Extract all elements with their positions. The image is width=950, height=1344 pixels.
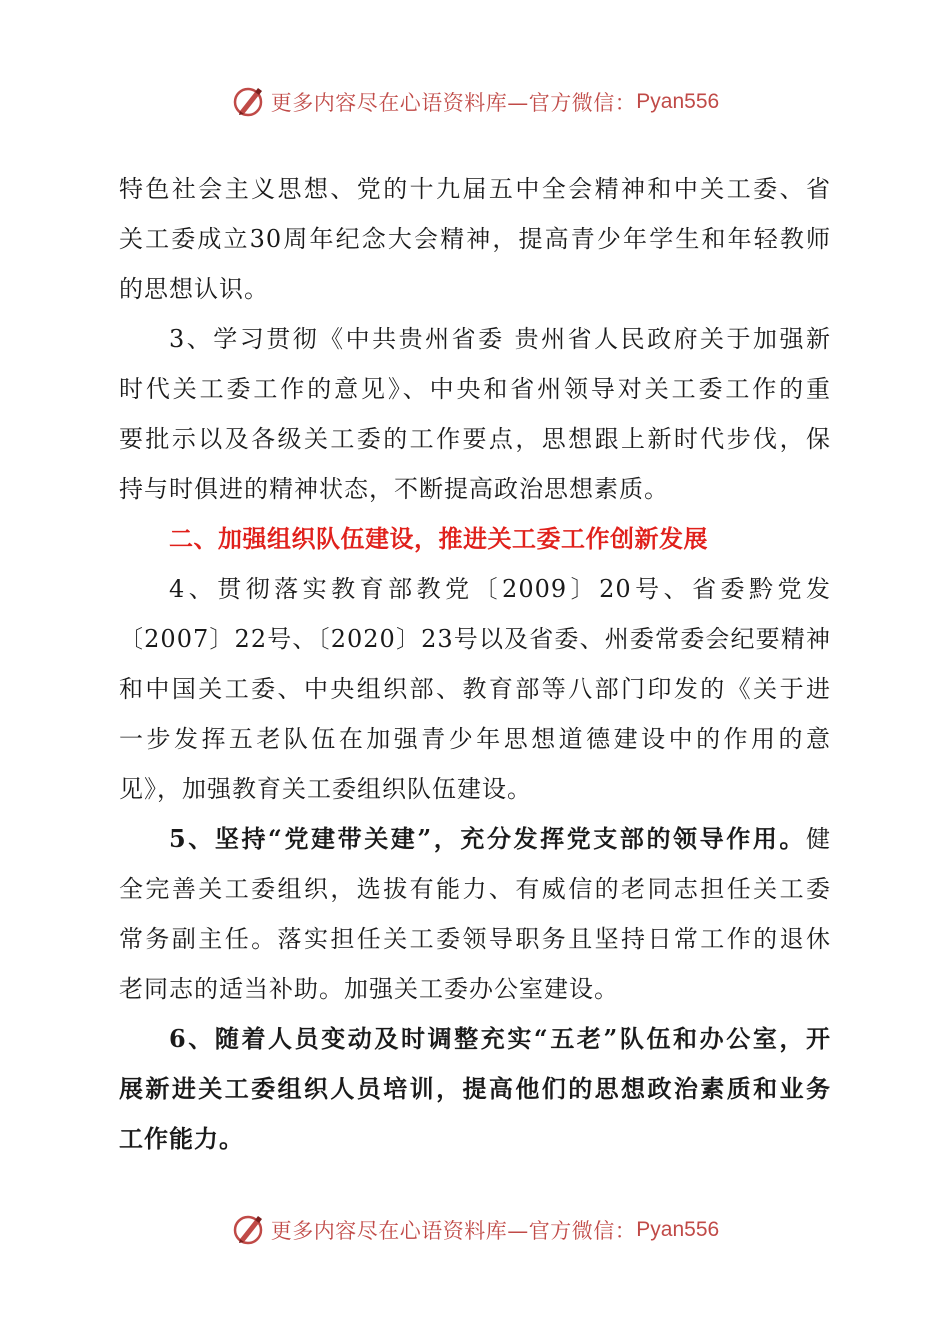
p6-line-2: 展新进关工委组织人员培训，提高他们的思想政治素质和业务 (119, 1074, 831, 1103)
wechat-id: Pyan556 (636, 90, 720, 113)
p5-line-1 (119, 814, 831, 864)
pen-circle-logo-icon (231, 84, 267, 120)
p4-line-1: 4、贯彻落实教育部教党〔2009〕20号、省委黔党发 (169, 575, 831, 603)
p5-line-2: 全完善关工委组织，选拔有能力、有威信的老同志担任关工委 (119, 875, 831, 903)
p5-bold-lead: 5、坚持“党建带关建”，充分发挥党支部的领导作用。 (169, 824, 806, 853)
p4-line-4: 一步发挥五老队伍在加强青少年思想道德建设中的作用的意 (119, 725, 831, 753)
p4-line-3: 和中国关工委、中央组织部、教育部等八部门印发的《关于进 (119, 675, 831, 703)
pen-circle-logo-icon (231, 1212, 267, 1248)
watermark-slogan: 更多内容尽在心语资料库—官方微信： (270, 91, 637, 115)
p5-line-3: 常务副主任。落实担任关工委领导职务且坚持日常工作的退休 (119, 925, 831, 953)
section-heading: 二、加强组织队伍建设，推进关工委工作创新发展 (169, 524, 708, 553)
p5-lead-tail: 健 (806, 825, 831, 853)
document-body (119, 164, 831, 1164)
p1-line-3: 的思想认识。 (119, 275, 269, 303)
p5-line-4: 老同志的适当补助。加强关工委办公室建设。 (119, 975, 619, 1003)
wechat-id: Pyan556 (636, 1218, 720, 1241)
header-watermark (0, 82, 950, 122)
p4-line-5: 见》，加强教育关工委组织队伍建设。 (119, 775, 532, 803)
p3-line-2: 时代关工委工作的意见》、中央和省州领导对关工委工作的重 (119, 375, 831, 403)
p4-line-2: 〔2007〕22号、〔2020〕23号以及省委、州委常委会纪要精神 (119, 625, 831, 653)
p1-line-2: 关工委成立30周年纪念大会精神，提高青少年学生和年轻教师 (119, 225, 831, 253)
footer-watermark (0, 1210, 950, 1250)
p3-line-3: 要批示以及各级关工委的工作要点，思想跟上新时代步伐，保 (119, 425, 831, 453)
p3-line-4: 持与时俱进的精神状态，不断提高政治思想素质。 (119, 475, 669, 503)
p3-line-1: 3、学习贯彻《中共贵州省委 贵州省人民政府关于加强新 (169, 325, 831, 353)
p6-line-1: 6、随着人员变动及时调整充实“五老”队伍和办公室，开 (169, 1024, 831, 1053)
p6-line-3: 工作能力。 (119, 1124, 244, 1153)
p1-line-1: 特色社会主义思想、党的十九届五中全会精神和中关工委、省 (119, 175, 831, 203)
watermark-slogan: 更多内容尽在心语资料库—官方微信： (270, 1219, 637, 1243)
